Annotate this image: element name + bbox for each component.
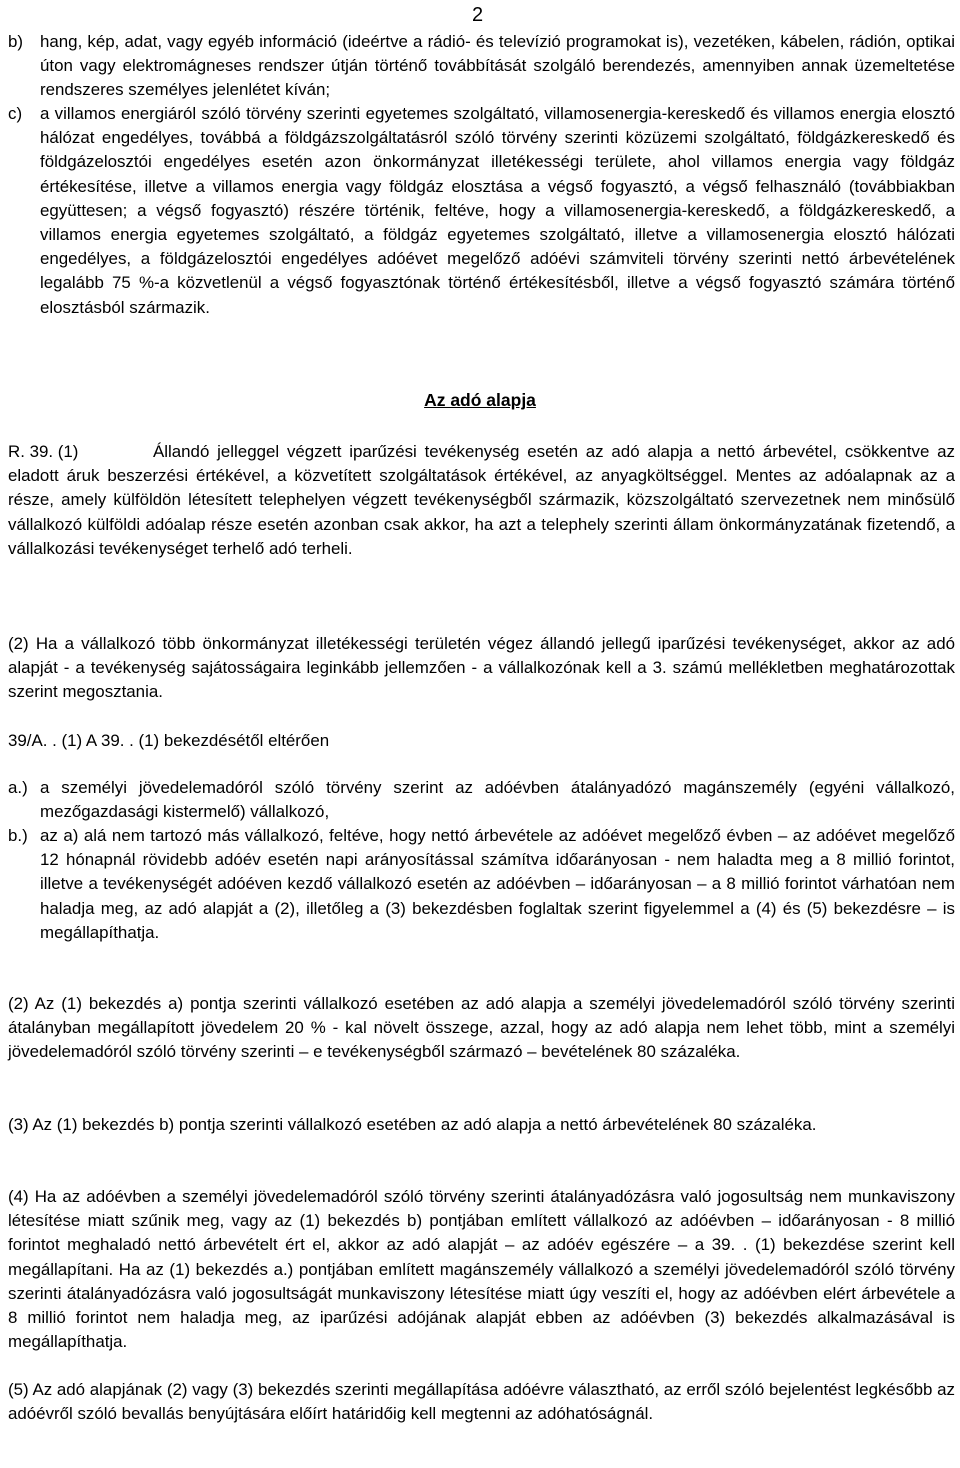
list-item-b2	[8, 824, 955, 945]
section-text: Állandó jelleggel végzett iparűzési tevékenység esetén az adó alapja a nettó árbevétel, csökkentve az eladott áruk beszerzési értékével, a közvetített szolgáltatások értékével, az anyagköltséggel. Mentes az adóalapnak az a része, amely külföldön létesített telephelyen végzett tevékenységből származik, közszolgáltató szervezetnek nem minősülő vállalkozó külföldi adóalap része esetén azonban csak akkor, ha azt a telephely szerinti állam önkormányzatának fizetendő, a vállalkozási tevékenységet terhelő adó terheli.	[8, 442, 955, 558]
section-label: R. 39.	[8, 442, 54, 461]
paragraph-39-2: (2) Ha a vállalkozó több önkormányzat illetékességi területén végez állandó jellegű iparűzési tevékenységet, akkor az adó alapját - a tevékenység sajátosságaira leginkább jellemzően - a vállalkozónak kell a 3. számú mellékletben meghatározottak szerint megosztania.	[8, 634, 955, 702]
paragraph-39-1	[8, 440, 955, 561]
list-marker: b)	[8, 32, 24, 51]
list-marker: b.)	[8, 826, 28, 845]
list-text: hang, kép, adat, vagy egyéb információ (ideértve a rádió- és televízió programokat is), vezetéken, kábelen, rádión, optikai úton vagy elektromágneses rendszer útján történő továbbítását szolgáló berendezés, amennyiben annak üzemeltetése rendszeres személyes jelenlétet kíván;	[40, 32, 955, 100]
paragraph-2: (2) Az (1) bekezdés a) pontja szerinti vállalkozó esetében az adó alapja a személyi jövedelemadóról szóló törvény szerinti átalányban megállapított jövedelem 20 % - kal növelt összege, azzal, hogy az adó alapja nem lehet több, mint a személyi jövedelemadóról szóló törvény szerinti – e tevékenységből származó – bevételének 80 százaléka.	[8, 994, 955, 1062]
list-item-a	[8, 776, 955, 824]
list-text: az a) alá nem tartozó más vállalkozó, feltéve, hogy nettó árbevétele az adóévet megelőző évben – az adóévet megelőző 12 hónapnál rövidebb adóév esetén napi arányosítással számítva időarányosan - nem haladta meg a 8 millió forintot, illetve a tevékenységét adóéven kezdő vállalkozó esetén az adóévben – időarányosan – a 8 millió forintot várhatóan nem haladja meg, az adó alapját a (2), illetőleg a (3) bekezdésben foglaltak szerint figyelemmel a (4) és (5) bekezdésre – is megállapíthatja.	[40, 826, 955, 942]
list-item-c	[8, 102, 955, 320]
list-marker: c)	[8, 104, 23, 123]
section-heading: Az adó alapja	[424, 390, 536, 410]
paragraph-4: (4) Ha az adóévben a személyi jövedelemadóról szóló törvény szerinti átalányadózásra való jogosultság nem munkaviszony létesítése miatt szűnik meg, vagy az (1) bekezdés b) pontjában említett vállalkozó az adóévben – időarányosan - 8 millió forintot meghaladó nettó árbevételt ért el, akkor az adó alapját – az adóév egészére – a 39. . (1) bekezdése szerint kell megállapítani. Ha az (1) bekezdés a.) pontjában említett magánszemély vállalkozó a személyi jövedelemadóról szóló törvény szerinti átalányadózásra való jogosultságát munkaviszony létesítése miatt úgy veszíti el, hogy az adóévben elért árbevétele a 8 millió forintot nem haladja meg, az iparűzési adójának alapját ebben az adóévben (3) bekezdés alkalmazásával is megállapíthatja.	[8, 1187, 955, 1352]
section-number: (1)	[57, 442, 79, 461]
paragraph-5: (5) Az adó alapjának (2) vagy (3) bekezdés szerinti megállapítása adóévre választható, az erről szóló bejelentést legkésőbb az adóévről szóló bevallás benyújtására előírt határidőig kell megtenni az adóhatóságnál.	[8, 1380, 955, 1424]
list-text: a villamos energiáról szóló törvény szerinti egyetemes szolgáltató, villamosenergia-kereskedő és villamos energia elosztó hálózat engedélyes, továbbá a földgázszolgáltatásról szóló törvény szerinti közüzemi szolgáltató, földgázkereskedő és földgázelosztói engedélyes esetén azon önkormányzat illetékességi területe, ahol villamos energia vagy földgáz értékesítése, illetve a villamos energia vagy földgáz elosztása a végső fogyasztó, a végső felhasználó (továbbiakban együttesen; a végső fogyasztó) részére történik, feltéve, hogy a villamosenergia-kereskedő, a földgázkereskedő, a villamos energia egyetemes szolgáltató, a földgáz egyetemes szolgáltató, illetve a villamosenergia elosztó hálózati engedélyes, a földgázelosztói engedélyes adóévet megelőző adóévi számviteli törvény szerinti nettó árbevételének legalább 75 %-a közvetlenül a végső fogyasztónak történő értékesítésből, illetve a végső fogyasztó számára történő elosztásból származik.	[40, 104, 955, 317]
paragraph-39a: 39/A. . (1) A 39. . (1) bekezdésétől eltérően	[8, 731, 330, 750]
list-marker: a.)	[8, 778, 28, 797]
page-number: 2	[472, 4, 484, 26]
paragraph-3: (3) Az (1) bekezdés b) pontja szerinti vállalkozó esetében az adó alapja a nettó árbevételének 80 százaléka.	[8, 1115, 817, 1134]
list-item-b	[8, 30, 955, 103]
list-text: a személyi jövedelemadóról szóló törvény szerint az adóévben átalányadózó magánszemély (egyéni vállalkozó, mezőgazdasági kistermelő) vállalkozó,	[40, 778, 955, 822]
